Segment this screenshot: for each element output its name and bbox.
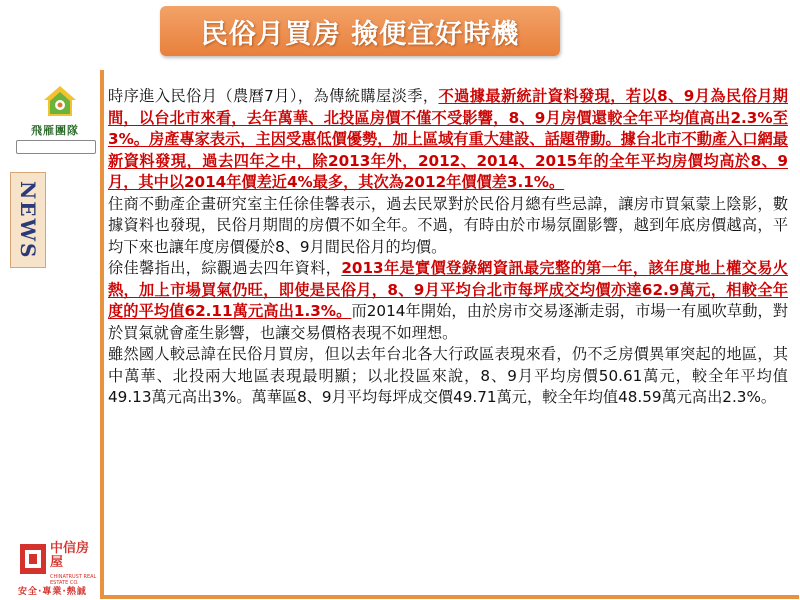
paragraph-text: 雖然國人較忌諱在民俗月買房，但以去年台北各大行政區表現來看，仍不乏房價異軍突起的地區，其中萬華、北投兩大地區表現最明顯；以北投區來說，8、9月平均房價50.61萬元，較全年平均值49.13萬元高出3%。萬華區8、9月平均每坪成交價49.71萬元，較全年均值48.59萬元高出2.3%。 [108, 345, 788, 406]
news-label: NEWS [16, 180, 40, 260]
paragraph-1 [108, 86, 788, 194]
logo-chinatrust [18, 540, 100, 598]
paragraph-4 [108, 344, 788, 409]
house-logo-icon [42, 84, 78, 118]
paragraph-text: 住商不動產企畫研究室主任徐佳馨表示，過去民眾對於民俗月總有些忌諱，讓房市買氣蒙上陰影，數據資料也發現，民俗月期間的房價不如全年。不過，有時由於市場氛圍影響，越到年底房價越高，平均下來也讓年度房價優於8、9月間民俗月的均價。 [108, 194, 788, 256]
chinatrust-logo-icon [18, 542, 48, 576]
logo-feiyan-subtitle [16, 140, 96, 154]
paragraph-2 [108, 194, 788, 259]
article-body [108, 86, 788, 409]
paragraph-text: 徐佳馨指出，綜觀過去四年資料， [108, 259, 342, 277]
logo-chinatrust-name: 中信房屋 [50, 541, 90, 570]
paragraph-highlight: 不過據最新統計資料發現，若以8、9月為民俗月期間，以台北市來看，去年萬華、北投區房價不僅不受影響，8、9月房價還較全年平均值高出2.3%至3%。房產專家表示，主因受惠低價優勢，加上區域有重大建設、話題帶動。據台北市不動產入口網最新資料發現，過去四年之中，除2013年外，2012、2014、2015年的全年平均房價均高於8、9月，其中以2014年價差近4%最多，其次為2012年價價差3.1%。 [108, 87, 788, 191]
paragraph-text: 時序進入民俗月（農曆7月），為傳統購屋淡季， [108, 87, 439, 105]
paragraph-3 [108, 258, 788, 344]
title-banner [160, 6, 560, 56]
news-tab [10, 172, 46, 268]
logo-feiyan-name: 飛雁團隊 [31, 124, 79, 137]
logo-chinatrust-slogan: 安全·專業·熱誠 [18, 587, 87, 597]
paragraph-text: 而2014年開始，由於房市交易逐漸走弱，市場一有風吹草動，對於買氣就會產生影響，也讓交易價格表現不如理想。 [108, 302, 788, 342]
logo-feiyan [10, 84, 100, 164]
logo-chinatrust-english: CHINATRUST REAL ESTATE CO. [50, 574, 97, 586]
paragraph-highlight: 2013年是實價登錄網資訊最完整的第一年，該年度地上權交易火熱，加上市場買氣仍旺，即使是民俗月，8、9月平均台北市每坪成交均價亦達62.9萬元，相較全年度的平均值62.11萬元高出1.3%。 [108, 259, 788, 320]
page-title: 民俗月買房 撿便宜好時機 [200, 18, 520, 50]
